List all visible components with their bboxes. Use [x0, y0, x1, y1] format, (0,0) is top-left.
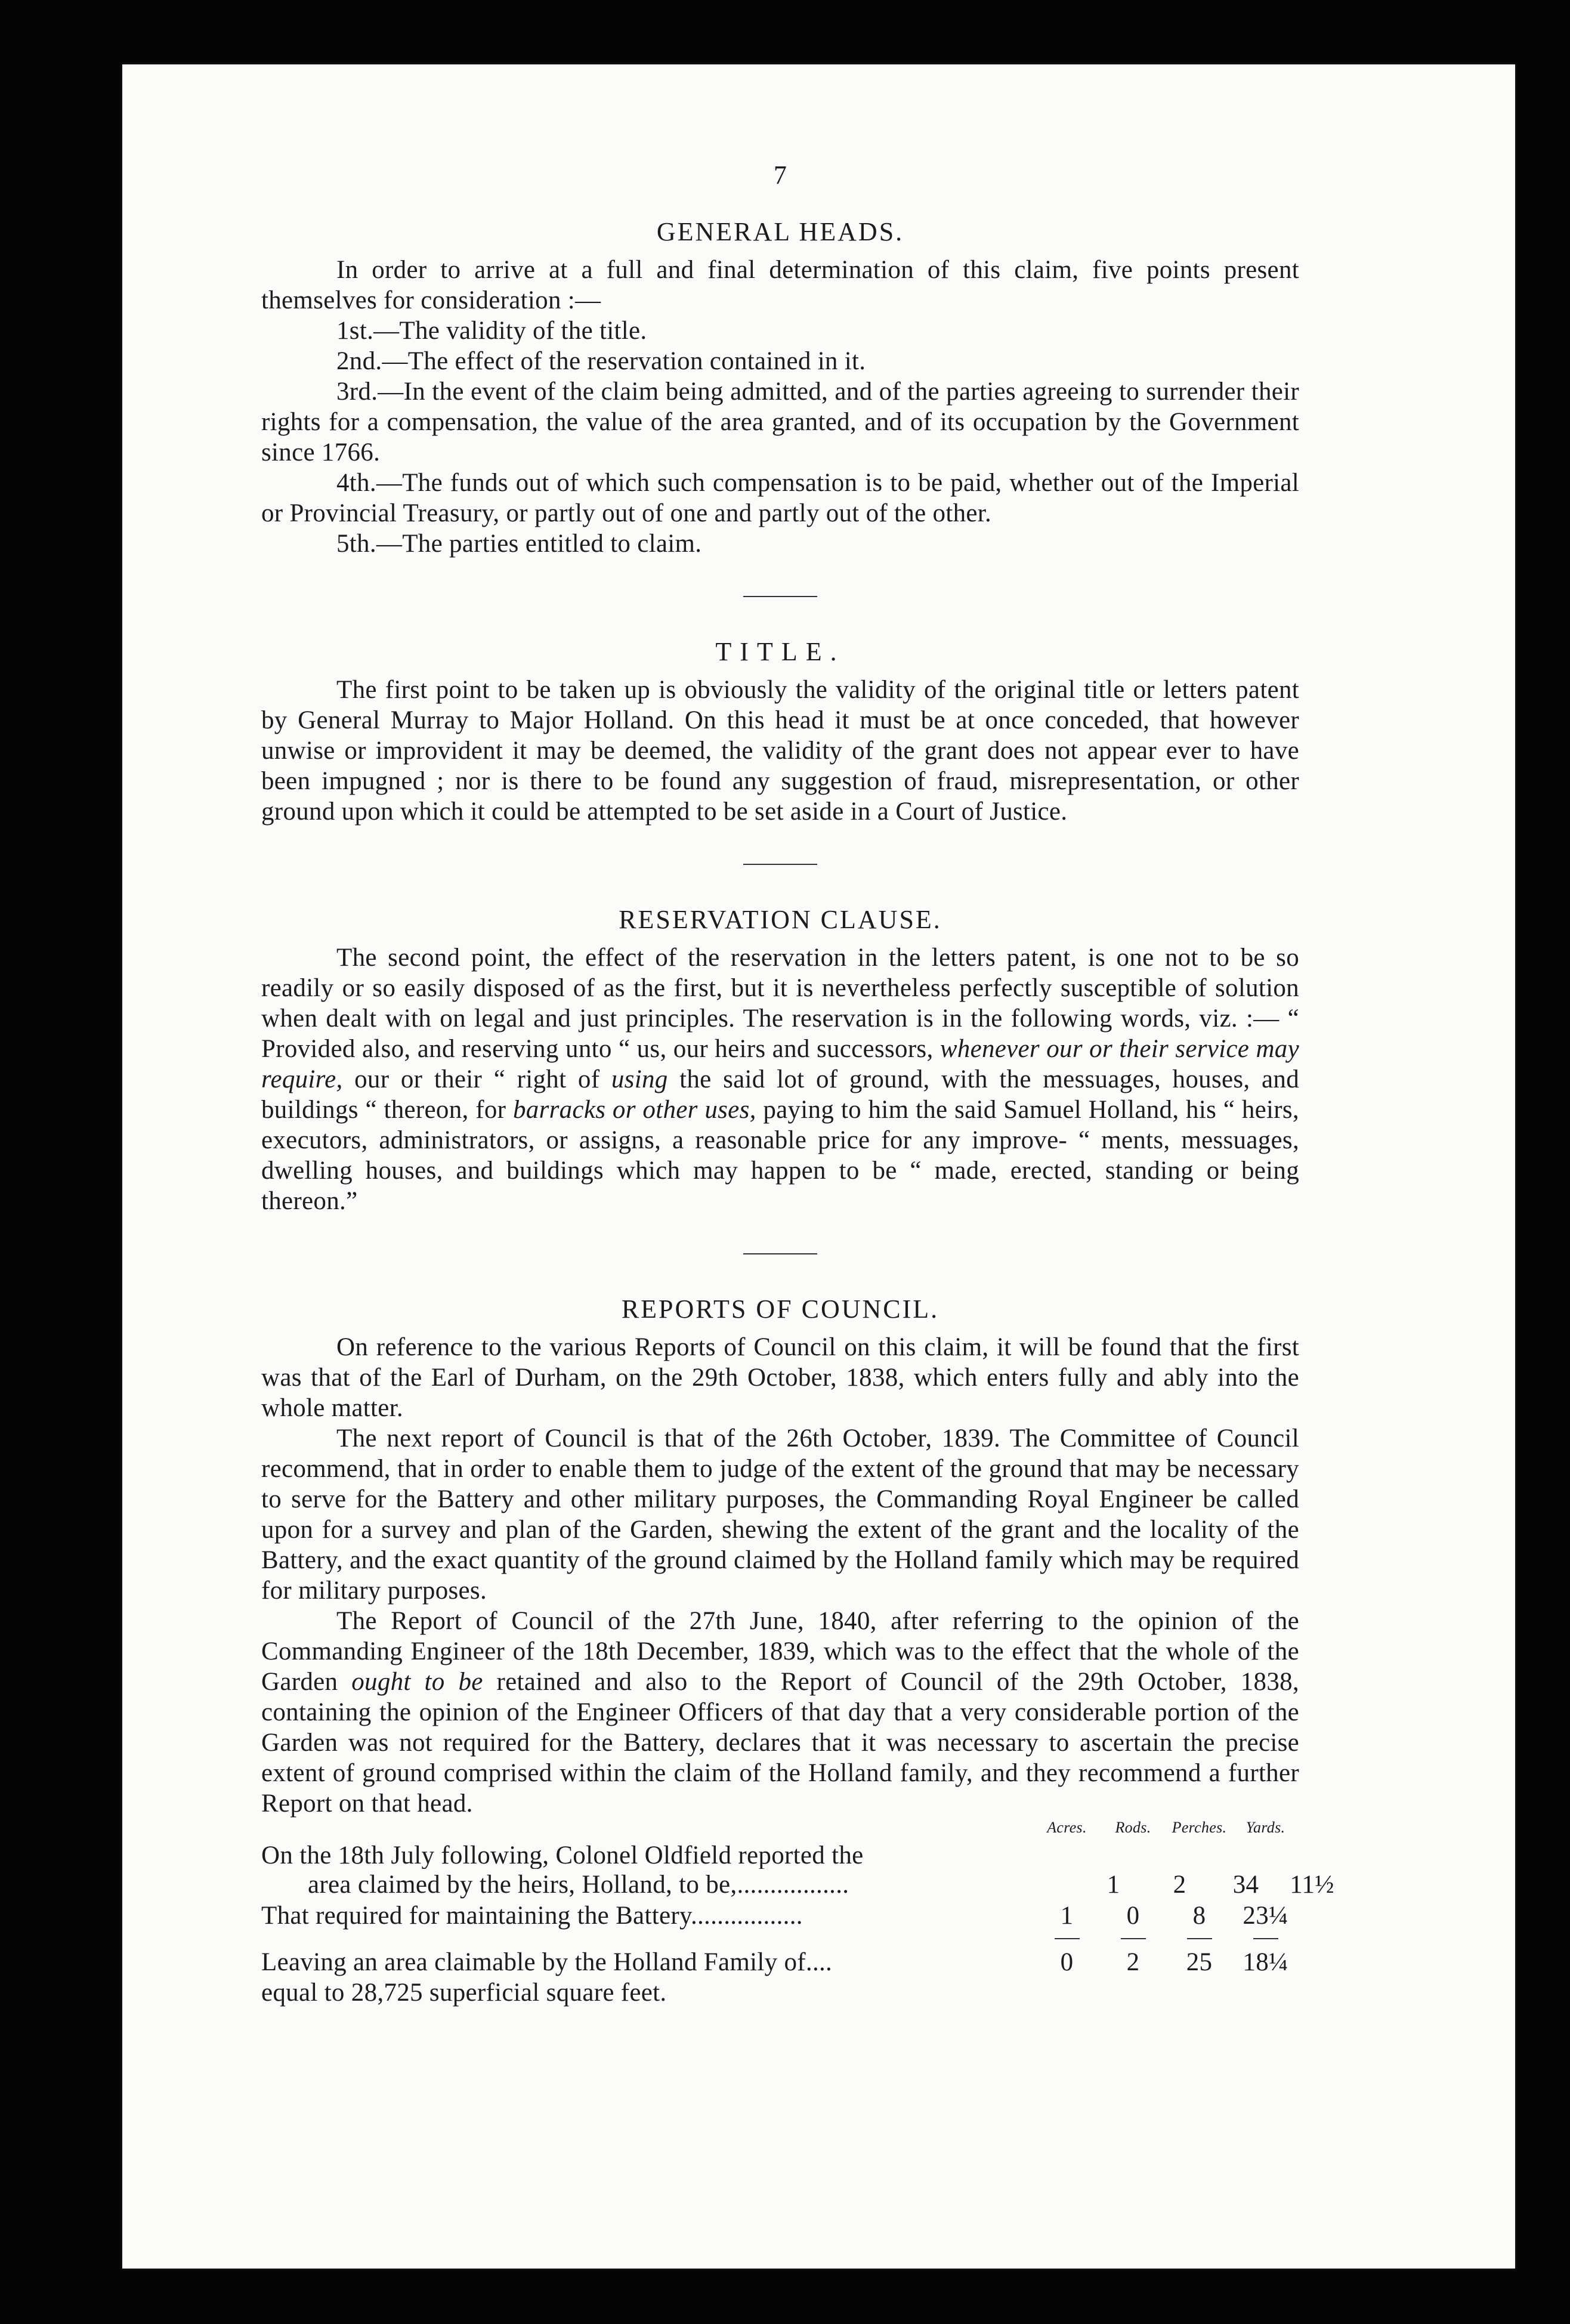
- list-item: 1st.—The validity of the title.: [336, 317, 647, 345]
- perches-cell: 8: [1192, 1902, 1206, 1930]
- acres-cell: 0: [1060, 1948, 1074, 1976]
- general-heads-intro: In order to arrive at a full and final determination of this claim, five points present themselves for consideration :—: [261, 256, 1299, 314]
- yards-cell: 23¼: [1243, 1902, 1288, 1930]
- perches-cell: 25: [1186, 1948, 1213, 1976]
- yards-cell: 11½: [1290, 1871, 1334, 1899]
- reservation-text: our or their “ right of: [342, 1065, 611, 1093]
- table-header-row: [261, 1821, 1299, 1843]
- reservation-emphasis: barracks or other uses,: [512, 1096, 756, 1124]
- reservation-text: the said lot of ground, with the messuages, houses, and buildings “ thereon, for: [261, 1065, 1299, 1124]
- list-item: 3rd.—In the event of the claim being admitted, and of the parties agreeing to surrender their rights for a compensation, the value of the area granted, and of its occupation by the Government since 1766.: [261, 378, 1299, 466]
- column-header-acres: Acres.: [1047, 1819, 1087, 1836]
- reports-section: [261, 1293, 1299, 1819]
- row-description: That required for maintaining the Battery.................: [261, 1902, 803, 1930]
- column-header-perches: Perches.: [1172, 1819, 1227, 1836]
- reports-paragraph: [261, 1606, 1299, 1819]
- table-row: [261, 1900, 1299, 1931]
- title-paragraph: The first point to be taken up is obviously the validity of the original title or letters patent by General Murray to Major Holland. On this head it must be at once conceded, that however unwise or improvident it may be deemed, the validity of the grant does not appear ever to have been impugned ; nor is there to be found any suggestion of fraud, misrepresentation, or other ground upon which it could be attempted to be set aside in a Court of Justice.: [261, 676, 1299, 826]
- row-description: area claimed by the heirs, Holland, to be,.................: [308, 1871, 849, 1899]
- reservation-section: [261, 903, 1299, 1216]
- table-row: [261, 1843, 1299, 1869]
- reports-text: The Report of Council of the 27th June, 1840, after referring to the opinion of the Commanding Engineer of the 18th December, 1839, which was to the effect that the whole of the Garden: [261, 1607, 1299, 1696]
- reservation-heading: RESERVATION CLAUSE.: [619, 905, 942, 934]
- reports-emphasis: ought to be: [351, 1668, 483, 1696]
- rods-cell: 0: [1126, 1902, 1140, 1930]
- reservation-paragraph: [261, 942, 1299, 1216]
- column-header-yards: Yards.: [1246, 1819, 1285, 1836]
- sum-rule: [261, 1931, 1299, 1946]
- acres-cell: 1: [1107, 1871, 1120, 1899]
- section-divider: [743, 1253, 817, 1254]
- yards-cell: 18¼: [1243, 1948, 1288, 1976]
- table-row: [261, 1869, 1334, 1900]
- general-heads-section: [261, 215, 1299, 559]
- list-item: 4th.—The funds out of which such compensation is to be paid, whether out of the Imperial or Provincial Treasury, or partly out of one and partly out of the other.: [261, 469, 1299, 527]
- rods-cell: 2: [1173, 1871, 1186, 1899]
- reservation-emphasis: whenever our or their service may require,: [261, 1035, 1299, 1093]
- perches-cell: 34: [1232, 1871, 1259, 1899]
- reports-text: retained and also to the Report of Council of the 29th October, 1838, containing the opinion of the Engineer Officers of that day that a very considerable portion of the Garden was not required for the Battery, declares that it was necessary to ascertain the precise extent of ground comprised within the claim of the Holland family, and they recommend a further Report on that head.: [261, 1668, 1299, 1818]
- table-note: equal to 28,725 superficial square feet.: [261, 1979, 667, 2007]
- section-divider: [743, 596, 817, 597]
- reports-heading: REPORTS OF COUNCIL.: [621, 1294, 939, 1324]
- general-heads-heading: GENERAL HEADS.: [656, 217, 904, 246]
- list-item: 2nd.—The effect of the reservation contained in it.: [336, 347, 866, 375]
- list-item: 5th.—The parties entitled to claim.: [336, 530, 702, 558]
- page-number: 7: [773, 160, 787, 190]
- acres-cell: 1: [1060, 1902, 1074, 1930]
- column-header-rods: Rods.: [1115, 1819, 1151, 1836]
- reservation-emphasis: using: [611, 1065, 668, 1093]
- reports-paragraph: On reference to the various Reports of Council on this claim, it will be found that the first was that of the Earl of Durham, on the 29th October, 1838, which enters fully and ably into the whole matter.: [261, 1333, 1299, 1422]
- row-description: On the 18th July following, Colonel Oldfield reported the: [261, 1843, 864, 1869]
- reservation-text: The second point, the effect of the reservation in the letters patent, is one not to be so readily or so easily disposed of as the first, but it is nevertheless perfectly susceptible of solution when dealt with on legal and just principles. The reservation is in the following words, viz. :— “ Provided also, and reserving unto “ us, our heirs and successors,: [261, 944, 1299, 1063]
- page-content: [261, 160, 1334, 2008]
- reports-paragraph: The next report of Council is that of the 26th October, 1839. The Committee of Council recommend, that in order to enable them to judge of the extent of the ground that may be necessary to serve for the Battery and other military purposes, the Commanding Royal Engineer be called upon for a survey and plan of the Garden, shewing the extent of the grant and the locality of the Battery, and the exact quantity of the ground claimed by the Holland family which may be required for military purposes.: [261, 1424, 1299, 1605]
- rods-cell: 2: [1126, 1948, 1140, 1976]
- title-section: [261, 635, 1299, 827]
- reservation-text: paying to him the said Samuel Holland, his “ heirs, executors, administrators, or assigns, a reasonable price for any improve- “ ments, messuages, dwelling houses, and buildings which may happen to be “ made, erected, standing or being thereon.”: [261, 1096, 1299, 1215]
- section-divider: [743, 864, 817, 865]
- area-table: [261, 1819, 1334, 2008]
- row-description: Leaving an area claimable by the Holland Family of....: [261, 1948, 833, 1976]
- table-row: [261, 1946, 1299, 1977]
- title-heading: TITLE.: [715, 637, 845, 666]
